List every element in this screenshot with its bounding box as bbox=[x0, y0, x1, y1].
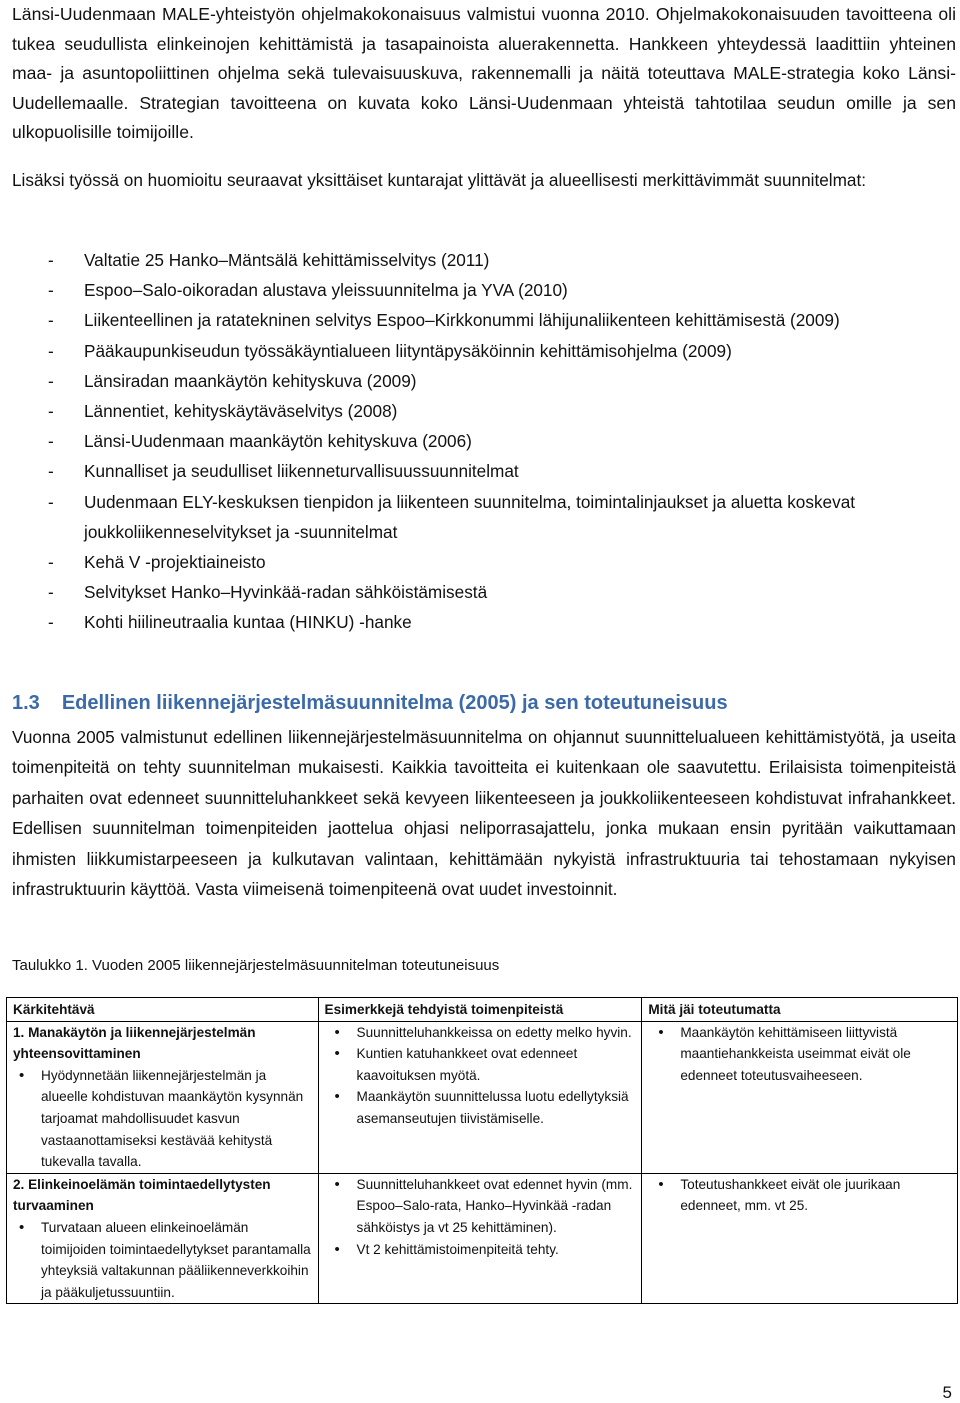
column-header: Esimerkkejä tehdyistä toimenpiteistä bbox=[318, 998, 642, 1022]
table-row bbox=[7, 1021, 958, 1173]
table-cell bbox=[7, 1021, 319, 1173]
table-cell bbox=[7, 1173, 319, 1304]
bullet-item: • Toteutushankkeet eivät ole juurikaan edenneet, mm. vt 25. bbox=[648, 1174, 951, 1217]
bullet-item: • Maankäytön kehittämiseen liittyvistä maantiehankkeista useimmat eivät ole edenneet toteutusvaiheeseen. bbox=[648, 1022, 951, 1087]
table-cell bbox=[642, 1021, 958, 1173]
bullet-item: • Suunnitteluhankkeissa on edetty melko hyvin. bbox=[325, 1022, 636, 1044]
list-item: - Länsi-Uudenmaan maankäytön kehityskuva (2006) bbox=[48, 431, 472, 452]
list-item: - Kunnalliset ja seudulliset liikenneturvallisuussuunnitelmat bbox=[48, 461, 519, 482]
section-number: 1.3 bbox=[12, 692, 40, 714]
table-cell bbox=[642, 1173, 958, 1304]
section-paragraph: Vuonna 2005 valmistunut edellinen liikennejärjestelmäsuunnitelma on ohjannut suunnittelualueen kehittämistyötä, ja useita toimenpiteitä on tehty suunnitelman mukaisesti. Kaikkia tavoitteita ei kuitenkaan ole saavutettu. Erilaisista toimenpiteistä parhaiten ovat edenneet suunnitteluhankkeet sekä kevyeen liikenteeseen ja joukkoliikenteeseen kohdistuvat infrahankkeet. Edellisen suunnitelman toimenpiteiden jaottelua ohjasi neliporrasajattelu, jonka mukaan ensin pyritään vaikuttamaan ihmisten liikkumistarpeeseen ja kulkutavan valintaan, kehittämään nykyistä infrastruktuuria tai tehostamaan nykyisen infrastruktuurin käyttöä. Vasta viimeisenä toimenpiteenä ovat uudet investoinnit. bbox=[12, 727, 956, 900]
list-item: - Liikenteellinen ja ratatekninen selvitys Espoo–Kirkkonummi lähijunaliikenteen kehittämisestä (2009) bbox=[48, 310, 840, 331]
list-item: - Kohti hiilineutraalia kuntaa (HINKU) -hanke bbox=[48, 612, 412, 633]
bullet-item: • Vt 2 kehittämistoimenpiteitä tehty. bbox=[325, 1239, 636, 1261]
table-header-row bbox=[7, 998, 958, 1022]
row-title: 1. Manakäytön ja liikennejärjestelmän yhteensovittaminen bbox=[13, 1024, 256, 1062]
plans-intro-paragraph: Lisäksi työssä on huomioitu seuraavat yksittäiset kuntarajat ylittävät ja alueellisesti merkittävimmät suunnitelmat: bbox=[12, 170, 867, 190]
bullet-item: • Turvataan alueen elinkeinoelämän toimijoiden toimintaedellytykset parantamalla yhteyksiä valtakunnan pääliikenneverkkoihin ja pääkuljetussuuntiin. bbox=[13, 1217, 312, 1303]
column-header: Mitä jäi toteutumatta bbox=[642, 998, 958, 1022]
bullet-item: • Kuntien katuhankkeet ovat edenneet kaavoituksen myötä. bbox=[325, 1043, 636, 1086]
section-heading bbox=[12, 688, 728, 718]
intro-paragraph: Länsi-Uudenmaan MALE-yhteistyön ohjelmakokonaisuus valmistui vuonna 2010. Ohjelmakokonaisuuden tavoitteena oli tukea seudullista elinkeinojen kehittämistä ja tasapainoista aluerakennetta. Hankkeen yhteydessä laadittiin yhteinen maa- ja asuntopoliittinen ohjelma sekä tulevaisuuskuva, rakennemalli ja näitä toteuttava MALE-strategia koko Länsi-Uudellemaalle. Strategian tavoitteena on kuvata koko Länsi-Uudenmaan yhteistä tahtotilaa seudun omille ja sen ulkopuolisille toimijoille. bbox=[12, 4, 956, 143]
table-row bbox=[7, 1173, 958, 1304]
list-item: - Kehä V -projektiaineisto bbox=[48, 552, 266, 573]
section-title: Edellinen liikennejärjestelmäsuunnitelma (2005) ja sen toteutuneisuus bbox=[61, 692, 728, 714]
list-item: - Uudenmaan ELY-keskuksen tienpidon ja liikenteen suunnitelma, toimintalinjaukset ja aluetta koskevat joukkoliikenneselvitykset ja -suunnitelmat bbox=[48, 491, 856, 542]
list-item: - Selvitykset Hanko–Hyvinkää-radan sähköistämisestä bbox=[48, 582, 488, 603]
column-header: Kärkitehtävä bbox=[7, 998, 319, 1022]
list-item: - Länsiradan maankäytön kehityskuva (2009) bbox=[48, 370, 417, 391]
bullet-item: • Suunnitteluhankkeet ovat edennet hyvin (mm. Espoo–Salo-rata, Hanko–Hyvinkää -radan sähköistys ja vt 25 kehittäminen). bbox=[325, 1174, 636, 1239]
table-cell bbox=[318, 1021, 642, 1173]
plans-list bbox=[0, 245, 960, 638]
table-caption: Taulukko 1. Vuoden 2005 liikennejärjestelmäsuunnitelman toteutuneisuus bbox=[12, 957, 500, 974]
page-number: 5 bbox=[942, 1383, 952, 1402]
table-cell bbox=[318, 1173, 642, 1304]
row-title: 2. Elinkeinoelämän toimintaedellytysten turvaaminen bbox=[13, 1176, 271, 1214]
list-item: - Lännentiet, kehityskäytäväselvitys (2008) bbox=[48, 401, 398, 422]
list-item: - Pääkaupunkiseudun työssäkäyntialueen liityntäpysäköinnin kehittämisohjelma (2009) bbox=[48, 340, 732, 361]
bullet-item: • Hyödynnetään liikennejärjestelmän ja alueelle kohdistuvan maankäytön kysynnän tarjoamat mahdollisuudet kasvun vastaanottamiseksi kestävää kehitystä tukevalla tavalla. bbox=[13, 1065, 312, 1173]
implementation-table bbox=[6, 997, 958, 1304]
list-item: - Espoo–Salo-oikoradan alustava yleissuunnitelma ja YVA (2010) bbox=[48, 280, 568, 301]
bullet-item: • Maankäytön suunnittelussa luotu edellytyksiä asemanseutujen tiivistämiselle. bbox=[325, 1086, 636, 1129]
list-item: - Valtatie 25 Hanko–Mäntsälä kehittämisselvitys (2011) bbox=[48, 250, 490, 270]
